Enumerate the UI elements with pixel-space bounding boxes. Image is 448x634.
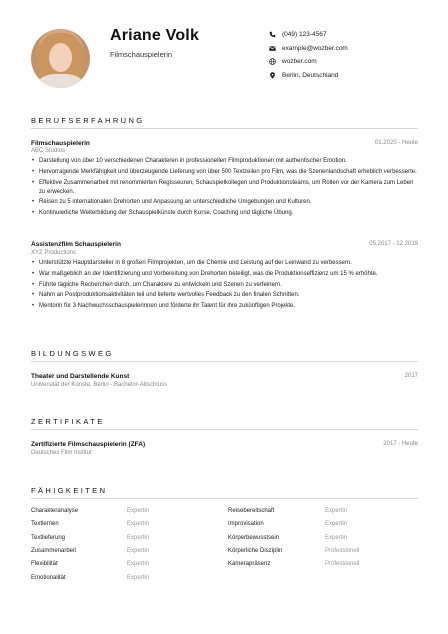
- profile-photo: [31, 29, 90, 88]
- job-company: ABC Studios: [31, 148, 66, 154]
- skill-level: Expertin: [127, 534, 150, 541]
- job-bullet: • Mentorin für 3 Nachwuchsschauspielerinnen und förderte ihr Talent für ihre zukünftigen Projekte.: [31, 302, 418, 311]
- contact-phone: [268, 28, 348, 42]
- job-bullet: • Hervorragende Merkfähigkeit und überzeugende Lieferung von über 500 Textzeilen pro Film, was die Szenenlandschaft erheblich verbesserte.: [31, 168, 418, 177]
- skill-level: Expertin: [325, 534, 348, 541]
- skill-name: Textlieferung: [31, 534, 66, 541]
- contact-email-text: example@wozber.com: [282, 44, 348, 52]
- skill-name: Emotionalität: [31, 574, 66, 581]
- skill-level: Expertin: [325, 508, 348, 514]
- contact-website-text: wozber.com: [282, 58, 317, 66]
- skill-name: Charakteranalyse: [31, 508, 79, 514]
- job-title: Filmschauspielerin: [31, 140, 90, 147]
- job-date: 01.2020 - Heute: [374, 140, 418, 146]
- skill-name: Reisebereitschaft: [228, 508, 275, 514]
- skill-name: Körperliche Disziplin: [228, 547, 283, 554]
- globe-icon: [268, 58, 276, 66]
- skill-name: Körperbewusstsein: [228, 534, 280, 541]
- skill-level: Expertin: [127, 547, 150, 554]
- job-title: Assistenzfilm Schauspielerin: [31, 241, 121, 248]
- contact-email: [268, 42, 348, 56]
- contact-list: [268, 28, 348, 82]
- job-bullet: • War maßgeblich an der Identifizierung und Vorbereitung von Drehorten beteiligt, was die Produktionseffizienz um 15 % erhöhte.: [31, 270, 418, 279]
- person-name: Ariane Volk: [110, 27, 200, 44]
- skill-name: Kamerapräsenz: [228, 561, 271, 568]
- skill-level: Expertin: [127, 521, 150, 528]
- job-bullet: • Kontinuierliche Weiterbildung der Schauspielkünste durch Kurse, Coaching und tägliche Übung.: [31, 209, 418, 218]
- section-title-skills: FÄHIGKEITEN: [31, 486, 108, 495]
- job-bullet: • Reisen zu 5 internationalen Drehorten und Anpassung an unterschiedliche Umgebungen und Kulturen.: [31, 198, 418, 207]
- section-title-certificates: ZERTIFIKATE: [31, 417, 105, 426]
- job-date: 05.2017 - 12.2019: [369, 241, 418, 247]
- job-company: XYZ Productions: [31, 250, 77, 256]
- certificate-title: Zertifizierte Filmschauspielerin (ZFA): [31, 441, 146, 448]
- contact-location-text: Berlin, Deutschland: [282, 71, 339, 79]
- section-divider: [31, 128, 418, 129]
- skill-name: Improvisation: [228, 521, 264, 528]
- education-date: 2017: [404, 373, 418, 379]
- section-title-education: BILDUNGSWEG: [31, 349, 114, 358]
- section-divider: [31, 429, 418, 430]
- skill-level: Expertin: [127, 561, 150, 568]
- certificate-date: 2017 - Heute: [383, 441, 418, 447]
- location-pin-icon: [268, 71, 276, 79]
- skill-name: Textlernen: [31, 521, 59, 528]
- contact-website: [268, 55, 348, 69]
- education-title: Theater und Darstellende Kunst: [31, 373, 130, 380]
- job-bullet-list: [31, 157, 418, 220]
- certificate-issuer: Deutsches Film Institut: [31, 450, 92, 456]
- contact-location: [268, 69, 348, 83]
- job-bullet: • Effektive Zusammenarbeit mit renommierten Regisseuren, Schauspielkollegen und Produktionsteams, um Rollen vor der Kamera zum Leben zu erwecken.: [31, 179, 418, 197]
- skill-level: Professionell: [325, 547, 360, 554]
- section-divider: [31, 498, 418, 499]
- skill-level: Professionell: [325, 561, 360, 568]
- job-bullet: • Unterstützte Hauptdarsteller in 8 großen Filmprojekten, um die Chemie und Leistung auf der Leinwand zu verbessern.: [31, 259, 418, 268]
- skill-level: Expertin: [325, 521, 348, 528]
- contact-phone-text: (049) 123-4567: [282, 31, 327, 39]
- mail-icon: [268, 44, 276, 52]
- phone-icon: [268, 31, 276, 39]
- job-bullet-list: [31, 259, 418, 313]
- skill-name: Zusammenarbeit: [31, 547, 77, 554]
- skill-level: Expertin: [127, 574, 150, 581]
- person-title: Filmschauspielerin: [110, 50, 173, 59]
- resume-header: [0, 0, 448, 110]
- section-divider: [31, 361, 418, 362]
- section-title-experience: BERUFSERFAHRUNG: [31, 116, 145, 125]
- job-bullet: • Nahm an Postproduktionsaktivitäten teil und lieferte wertvolles Feedback zu den finalen Schnitten.: [31, 291, 418, 300]
- skill-name: Flexibilität: [31, 561, 58, 568]
- job-bullet: • Darstellung von über 10 verschiedenen Charakteren in professionellen Filmproduktionen mit authentischer Emotion.: [31, 157, 418, 166]
- education-institution: Universität der Künste, Berlin - Bachelor-Abschluss: [31, 382, 168, 388]
- skill-level: Expertin: [127, 508, 150, 514]
- job-bullet: • Führte tägliche Recherchen durch, um Charaktere zu entwickeln und Szenen zu verfeinern.: [31, 281, 418, 290]
